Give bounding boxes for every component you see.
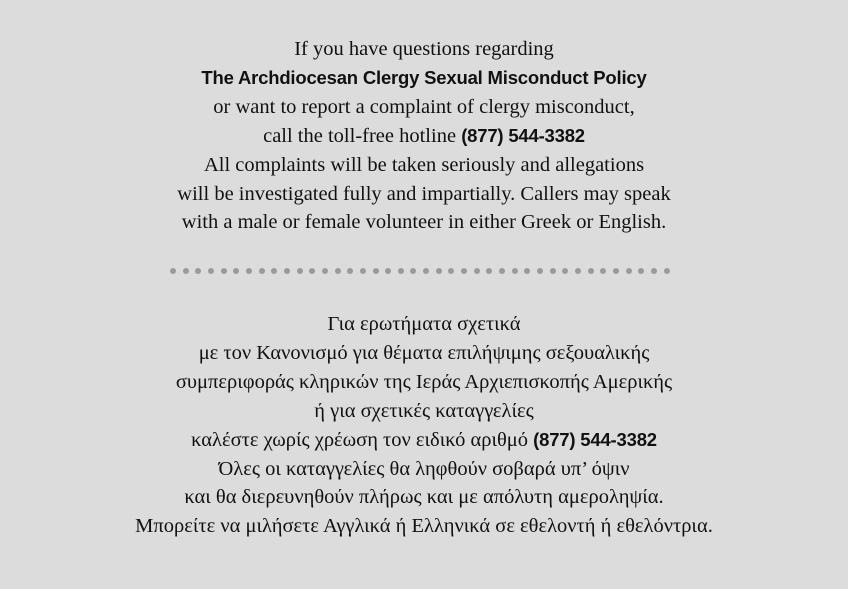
divider-dot — [512, 268, 518, 274]
divider-dot — [537, 268, 543, 274]
english-line-4 — [0, 122, 848, 151]
divider-dot — [486, 268, 492, 274]
divider-dot — [410, 268, 416, 274]
divider-dot — [195, 268, 201, 274]
divider-dot — [613, 268, 619, 274]
greek-hotline-prefix: καλέστε χωρίς χρέωση τον ειδικό αριθμό — [191, 428, 534, 451]
divider-dot — [221, 268, 227, 274]
divider-dot — [373, 268, 379, 274]
english-line-1: If you have questions regarding — [294, 38, 554, 60]
divider-dot — [448, 268, 454, 274]
dotted-divider — [170, 266, 670, 276]
divider-dot — [550, 268, 556, 274]
divider-dot — [271, 268, 277, 274]
divider-dot — [297, 268, 303, 274]
english-section — [0, 35, 848, 237]
greek-line-4: ή για σχετικές καταγγελίες — [314, 399, 534, 422]
english-line-3: or want to report a complaint of clergy misconduct, — [213, 95, 635, 118]
divider-dot — [651, 268, 657, 274]
divider-dot — [170, 268, 176, 274]
greek-line-3: συμπεριφοράς κληρικών της Ιεράς Αρχιεπισκοπής Αμερικής — [175, 370, 673, 393]
english-line-5: All complaints will be taken seriously and allegations — [203, 153, 645, 176]
divider-dot — [246, 268, 252, 274]
divider-dot — [499, 268, 505, 274]
divider-dot — [600, 268, 606, 274]
greek-section — [0, 310, 848, 541]
divider-dot — [322, 268, 328, 274]
divider-dot — [588, 268, 594, 274]
divider-dot — [423, 268, 429, 274]
greek-line-8: Μπορείτε να μιλήσετε Αγγλικά ή Ελληνικά σε εθελοντή ή εθελόντρια. — [135, 515, 713, 538]
divider-dot — [385, 268, 391, 274]
english-line-7: with a male or female volunteer in either Greek or English. — [181, 211, 667, 234]
divider-dot — [461, 268, 467, 274]
divider-dot — [183, 268, 189, 274]
policy-title: The Archdiocesan Clergy Sexual Misconduct Policy — [201, 66, 647, 88]
divider-dot — [474, 268, 480, 274]
english-line-6: will be investigated fully and impartially. Callers may speak — [177, 182, 671, 205]
divider-dot — [398, 268, 404, 274]
greek-line-1: Για ερωτήματα σχετικά — [327, 313, 521, 335]
divider-dot — [626, 268, 632, 274]
divider-dot — [524, 268, 530, 274]
divider-dot — [638, 268, 644, 274]
divider-dot — [284, 268, 290, 274]
divider-dot — [259, 268, 265, 274]
divider-dot — [233, 268, 239, 274]
divider-dot — [347, 268, 353, 274]
greek-line-5 — [0, 426, 848, 455]
divider-dot — [664, 268, 670, 274]
divider-dot — [575, 268, 581, 274]
greek-line-2: με τον Κανονισμό για θέματα επιλήψιμης σεξουαλικής — [198, 341, 650, 364]
divider-dot — [360, 268, 366, 274]
english-hotline-prefix: call the toll-free hotline — [263, 124, 462, 147]
greek-hotline-number: (877) 544-3382 — [533, 428, 657, 450]
divider-dot — [309, 268, 315, 274]
greek-line-6: Όλες οι καταγγελίες θα ληφθούν σοβαρά υπ’ όψιν — [218, 457, 630, 480]
english-hotline-number: (877) 544-3382 — [461, 124, 585, 146]
greek-line-7: και θα διερευνηθούν πλήρως και με απόλυτη αμεροληψία. — [184, 486, 664, 509]
divider-dot — [208, 268, 214, 274]
divider-dot — [562, 268, 568, 274]
divider-dot — [335, 268, 341, 274]
divider-dot — [436, 268, 442, 274]
